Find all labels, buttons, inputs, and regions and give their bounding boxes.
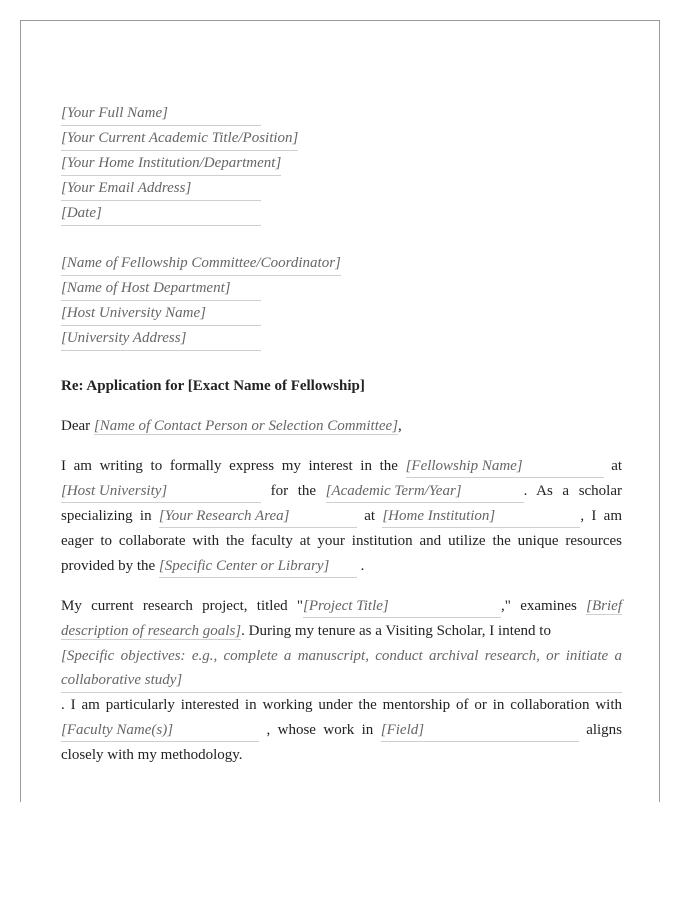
letter-content xyxy=(61,101,622,768)
para1-text-3: for the xyxy=(270,483,317,499)
academic-term-field[interactable]: [Academic Term/Year] xyxy=(326,480,524,503)
field-field[interactable]: [Field] xyxy=(381,719,579,742)
salutation-prefix: Dear xyxy=(61,418,91,434)
para2-text-3: . During my tenure as a Visiting Scholar, I intend to xyxy=(241,623,551,639)
faculty-name-field[interactable]: [Faculty Name(s)] xyxy=(61,719,259,742)
para1-text-2: at xyxy=(611,458,623,474)
sender-block xyxy=(61,101,622,226)
para1-text-6: , I am eager to collaborate with the faculty at your institution and utilize the unique resources provided by the xyxy=(61,508,622,574)
home-institution-field[interactable]: [Home Institution] xyxy=(382,505,580,528)
recipient-university-field[interactable]: [Host University Name] xyxy=(61,301,261,326)
research-area-field[interactable]: [Your Research Area] xyxy=(159,505,357,528)
sender-name-field[interactable]: [Your Full Name] xyxy=(61,101,261,126)
para2-text-6: aligns closely with my methodology. xyxy=(61,722,623,763)
para1-text-4: . As a scholar specializing in xyxy=(61,483,623,524)
para2-text-4: . I am particularly interested in working under the mentorship of or in collaboration with xyxy=(61,697,622,713)
paragraph-research xyxy=(61,594,622,768)
date-field[interactable]: [Date] xyxy=(61,201,261,226)
contact-name-field[interactable]: [Name of Contact Person or Selection Committee] xyxy=(93,418,399,434)
salutation xyxy=(61,414,622,439)
project-title-field[interactable]: [Project Title] xyxy=(303,595,501,618)
recipient-address-field[interactable]: [University Address] xyxy=(61,326,261,351)
recipient-department-field[interactable]: [Name of Host Department] xyxy=(61,276,261,301)
recipient-block xyxy=(61,251,622,351)
para2-text-1: My current research project, titled " xyxy=(61,598,304,614)
host-university-field[interactable]: [Host University] xyxy=(61,480,261,503)
para2-text-5: , whose work in xyxy=(266,722,374,738)
research-description-field[interactable]: [Brief description of research goals] xyxy=(61,598,622,639)
recipient-committee-field[interactable]: [Name of Fellowship Committee/Coordinator] xyxy=(61,251,341,276)
subject-line: Re: Application for [Exact Name of Fellowship] xyxy=(61,378,365,394)
specific-objectives-field[interactable]: [Specific objectives: e.g., complete a manuscript, conduct archival research, or initiate a collaborative study] xyxy=(61,644,622,693)
paragraph-intro xyxy=(61,454,622,579)
salutation-suffix: , xyxy=(398,418,402,434)
specific-center-field[interactable]: [Specific Center or Library] xyxy=(159,555,357,578)
sender-title-field[interactable]: [Your Current Academic Title/Position] xyxy=(61,126,298,151)
sender-institution-field[interactable]: [Your Home Institution/Department] xyxy=(61,151,281,176)
para1-text-1: I am writing to formally express my interest in the xyxy=(61,458,398,474)
para2-text-2: ," examines xyxy=(501,598,577,614)
para1-text-7: . xyxy=(360,558,365,574)
para1-text-5: at xyxy=(364,508,376,524)
fellowship-name-field[interactable]: [Fellowship Name] xyxy=(406,455,604,478)
sender-email-field[interactable]: [Your Email Address] xyxy=(61,176,261,201)
letter-page xyxy=(20,20,660,802)
